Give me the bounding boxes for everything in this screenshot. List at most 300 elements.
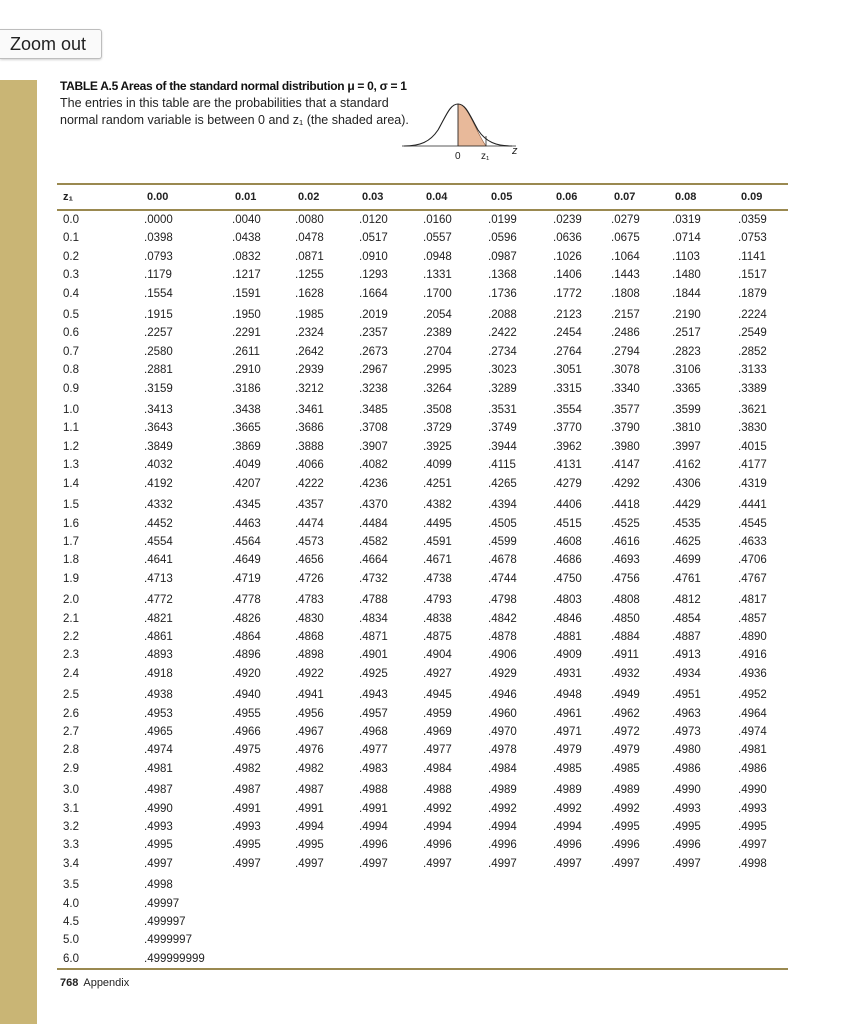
probability-cell: .0753 xyxy=(738,232,767,245)
probability-cell: .4066 xyxy=(295,459,324,472)
probability-cell: .4306 xyxy=(672,477,701,490)
table-row xyxy=(57,303,788,324)
probability-cell: .4927 xyxy=(423,667,452,680)
probability-cell: .4573 xyxy=(295,535,324,548)
probability-cell: .4992 xyxy=(553,802,582,815)
probability-cell: .4265 xyxy=(488,477,517,490)
probability-cell: .3238 xyxy=(359,382,388,395)
probability-cell: .1368 xyxy=(488,269,517,282)
z-value-cell: 2.3 xyxy=(63,649,79,662)
probability-cell: .4997 xyxy=(359,857,388,870)
probability-cell: .4441 xyxy=(738,499,767,512)
probability-cell: .4463 xyxy=(232,517,261,530)
z-value-cell: 2.8 xyxy=(63,744,79,757)
probability-cell: .3665 xyxy=(232,422,261,435)
probability-cell: .4382 xyxy=(423,499,452,512)
probability-cell: .2967 xyxy=(359,364,388,377)
probability-cell: .4994 xyxy=(488,821,517,833)
probability-cell: .499999999 xyxy=(82,950,225,969)
normal-curve-figure xyxy=(400,92,530,164)
table-row xyxy=(57,419,788,437)
probability-cell: .1554 xyxy=(144,287,173,300)
probability-cell: .4871 xyxy=(359,630,388,643)
probability-cell: .4032 xyxy=(144,459,173,472)
probability-cell: .0120 xyxy=(359,214,388,226)
probability-cell: .4706 xyxy=(738,554,767,567)
probability-cell: .2642 xyxy=(295,345,324,358)
probability-cell: .4995 xyxy=(232,839,261,852)
table-title: TABLE A.5 Areas of the standard normal distribution μ = 0, σ = 1 xyxy=(60,79,407,93)
probability-cell: .4968 xyxy=(359,725,388,738)
probability-cell: .4987 xyxy=(232,784,261,797)
z-value-cell: 0.7 xyxy=(63,345,79,358)
probability-cell: .1026 xyxy=(553,250,582,263)
probability-cell: .4998 xyxy=(144,879,173,892)
probability-cell: .4966 xyxy=(232,725,261,738)
probability-cell: .3212 xyxy=(295,382,324,395)
probability-cell: .4995 xyxy=(144,839,173,852)
probability-cell: .0910 xyxy=(359,250,388,263)
probability-cell: .4920 xyxy=(232,667,261,680)
probability-cell: .4896 xyxy=(232,649,261,662)
probability-cell: .4994 xyxy=(553,821,582,833)
probability-cell: .1517 xyxy=(738,269,767,282)
probability-cell: .4988 xyxy=(423,784,452,797)
probability-cell xyxy=(352,931,416,949)
z-value-cell: 1.4 xyxy=(63,477,79,490)
probability-cell: .0832 xyxy=(232,250,261,263)
probability-cell: .4772 xyxy=(144,594,173,607)
table-row xyxy=(57,705,788,723)
probability-cell: .0675 xyxy=(611,232,640,245)
probability-cell: .4756 xyxy=(611,572,640,585)
probability-cell: .49997 xyxy=(144,897,180,910)
table-description: The entries in this table are the probabilities that a standard normal random variable is between 0 and z₁ (the shaded area). xyxy=(60,96,409,127)
probability-cell: .4875 xyxy=(423,630,452,643)
probability-cell: .4525 xyxy=(611,517,640,530)
probability-cell: .3869 xyxy=(232,440,261,453)
probability-cell: .4177 xyxy=(738,459,767,472)
col-header: 0.06 xyxy=(546,184,604,210)
z-value-cell: 6.0 xyxy=(57,950,82,969)
probability-cell: .1915 xyxy=(144,309,173,322)
z-value-cell: 0.1 xyxy=(63,232,79,245)
label-z: z xyxy=(512,145,518,157)
probability-cell: .2324 xyxy=(295,327,324,340)
probability-cell: .4993 xyxy=(232,821,261,833)
probability-cell xyxy=(546,913,604,931)
z-value-cell: 1.9 xyxy=(63,572,79,585)
probability-cell: .4793 xyxy=(423,594,452,607)
probability-cell: .4975 xyxy=(232,744,261,757)
normal-table xyxy=(57,183,788,970)
probability-cell: .4993 xyxy=(672,802,701,815)
probability-cell: .4713 xyxy=(144,572,173,585)
probability-cell: .4911 xyxy=(611,649,639,662)
probability-cell: .4505 xyxy=(488,517,517,530)
table-row xyxy=(57,438,788,456)
table-row xyxy=(57,285,788,303)
probability-cell: .1950 xyxy=(232,309,261,322)
table-row xyxy=(57,610,788,628)
probability-cell: .2389 xyxy=(423,327,452,340)
probability-cell: .4948 xyxy=(553,689,582,702)
probability-cell: .3186 xyxy=(232,382,261,395)
probability-cell: .2088 xyxy=(488,309,517,322)
probability-cell: .4994 xyxy=(295,821,324,833)
probability-cell: .1141 xyxy=(738,250,766,263)
probability-cell: .2794 xyxy=(611,345,640,358)
probability-cell: .2764 xyxy=(553,345,582,358)
probability-cell: .2224 xyxy=(738,309,767,322)
z-value-cell: 2.4 xyxy=(63,667,79,680)
probability-cell: .4929 xyxy=(488,667,517,680)
probability-cell: .3980 xyxy=(611,440,640,453)
probability-cell: .3810 xyxy=(672,422,701,435)
probability-cell: .4931 xyxy=(553,667,582,680)
table-row xyxy=(57,873,788,894)
probability-cell: .1179 xyxy=(144,269,172,282)
probability-cell: .4981 xyxy=(144,762,173,775)
probability-cell: .2422 xyxy=(488,327,517,340)
probability-cell: .2881 xyxy=(144,364,173,377)
probability-cell: .1628 xyxy=(295,287,324,300)
probability-cell: .3925 xyxy=(423,440,452,453)
probability-cell: .4738 xyxy=(423,572,452,585)
probability-cell: .4992 xyxy=(488,802,517,815)
probability-cell: .4971 xyxy=(553,725,582,738)
probability-cell: .3289 xyxy=(488,382,517,395)
probability-cell: .4961 xyxy=(553,707,582,720)
zoom-out-button[interactable]: Zoom out xyxy=(0,29,102,59)
probability-cell: .4995 xyxy=(672,821,701,833)
probability-cell: .4996 xyxy=(359,839,388,852)
probability-cell: .4922 xyxy=(295,667,324,680)
probability-cell: .4997 xyxy=(611,857,640,870)
probability-cell: .4535 xyxy=(672,517,701,530)
probability-cell: .0517 xyxy=(359,232,388,245)
probability-cell: .4906 xyxy=(488,649,517,662)
probability-cell: .3643 xyxy=(144,422,173,435)
page-footer xyxy=(60,977,129,989)
probability-cell: .1808 xyxy=(611,287,640,300)
probability-cell: .4394 xyxy=(488,499,517,512)
probability-cell xyxy=(481,931,546,949)
probability-cell: .4994 xyxy=(359,821,388,833)
table-row xyxy=(57,778,788,799)
probability-cell: .4699 xyxy=(672,554,701,567)
probability-cell: .2995 xyxy=(423,364,452,377)
probability-cell: .4890 xyxy=(738,630,767,643)
table-row xyxy=(57,895,788,913)
probability-cell: .3790 xyxy=(611,422,640,435)
probability-cell xyxy=(481,873,546,894)
probability-cell: .1406 xyxy=(553,269,582,282)
probability-cell: .4830 xyxy=(295,612,324,625)
probability-cell: .4999997 xyxy=(144,934,192,947)
probability-cell: .2019 xyxy=(359,309,388,322)
probability-cell: .4998 xyxy=(738,857,767,870)
probability-cell: .4884 xyxy=(611,630,640,643)
z-value-cell: 0.6 xyxy=(63,327,79,340)
probability-cell: .0636 xyxy=(553,232,582,245)
probability-cell: .4991 xyxy=(295,802,324,815)
probability-cell: .3485 xyxy=(359,404,388,417)
table-row xyxy=(57,456,788,474)
probability-cell: .3577 xyxy=(611,404,640,417)
table-row xyxy=(57,931,788,949)
col-header: 0.00 xyxy=(82,184,225,210)
z-value-cell: 3.3 xyxy=(63,839,79,852)
probability-cell: .4977 xyxy=(359,744,388,757)
probability-cell: .3830 xyxy=(738,422,767,435)
probability-cell: .0478 xyxy=(295,232,324,245)
probability-cell: .3159 xyxy=(144,382,173,395)
probability-cell: .2939 xyxy=(295,364,324,377)
table-row xyxy=(57,475,788,493)
probability-cell xyxy=(665,895,731,913)
probability-cell: .4913 xyxy=(672,649,701,662)
table-row xyxy=(57,248,788,266)
probability-cell xyxy=(288,873,352,894)
probability-cell: .0987 xyxy=(488,250,517,263)
table-row xyxy=(57,266,788,284)
probability-cell: .4608 xyxy=(553,535,582,548)
col-header: 0.05 xyxy=(481,184,546,210)
probability-cell xyxy=(225,950,288,969)
probability-cell: .3621 xyxy=(738,404,767,417)
col-header: 0.04 xyxy=(416,184,481,210)
probability-cell: .4963 xyxy=(672,707,701,720)
probability-cell: .4834 xyxy=(359,612,388,625)
probability-cell: .4798 xyxy=(488,594,517,607)
table-row xyxy=(57,741,788,759)
probability-cell: .3997 xyxy=(672,440,701,453)
probability-cell: .3508 xyxy=(423,404,452,417)
probability-cell: .4474 xyxy=(295,517,324,530)
probability-cell: .1844 xyxy=(672,287,701,300)
probability-cell xyxy=(546,950,604,969)
probability-cell: .4842 xyxy=(488,612,517,625)
probability-cell: .2910 xyxy=(232,364,261,377)
probability-cell xyxy=(288,950,352,969)
probability-cell: .4995 xyxy=(295,839,324,852)
probability-cell: .4996 xyxy=(672,839,701,852)
probability-cell: .3078 xyxy=(611,364,640,377)
probability-cell: .4678 xyxy=(488,554,517,567)
probability-cell: .0040 xyxy=(232,214,261,226)
z-value-cell: 2.0 xyxy=(63,594,79,607)
probability-cell: .4452 xyxy=(144,517,173,530)
probability-cell: .4986 xyxy=(738,762,767,775)
probability-cell: .0279 xyxy=(611,214,640,226)
col-header: 0.02 xyxy=(288,184,352,210)
probability-cell: .499997 xyxy=(144,916,186,929)
probability-cell: .2291 xyxy=(232,327,261,340)
label-zero: 0 xyxy=(455,151,461,162)
probability-cell: .4981 xyxy=(738,744,767,757)
probability-cell: .2611 xyxy=(232,345,260,358)
probability-cell xyxy=(416,873,481,894)
table-row xyxy=(57,398,788,419)
probability-cell xyxy=(288,895,352,913)
probability-cell: .4817 xyxy=(738,594,767,607)
table-row xyxy=(57,570,788,588)
z-value-cell: 3.2 xyxy=(63,821,79,833)
probability-cell: .4997 xyxy=(232,857,261,870)
probability-cell xyxy=(352,950,416,969)
probability-cell: .4956 xyxy=(295,707,324,720)
probability-cell: .4554 xyxy=(144,535,173,548)
table-row xyxy=(57,210,788,229)
probability-cell: .4986 xyxy=(672,762,701,775)
table-row xyxy=(57,380,788,398)
probability-cell: .1879 xyxy=(738,287,767,300)
page-number: 768 xyxy=(60,977,79,989)
probability-cell: .3051 xyxy=(553,364,582,377)
probability-cell: .4993 xyxy=(144,821,173,833)
label-z1: z₁ xyxy=(481,151,490,162)
z-value-cell: 5.0 xyxy=(63,934,79,947)
z-value-cell: 2.9 xyxy=(63,762,79,775)
probability-cell: .4625 xyxy=(672,535,701,548)
probability-cell: .2734 xyxy=(488,345,517,358)
probability-cell: .4131 xyxy=(553,459,582,472)
probability-cell: .4996 xyxy=(488,839,517,852)
probability-cell: .4934 xyxy=(672,667,701,680)
probability-cell xyxy=(288,931,352,949)
probability-cell: .4983 xyxy=(359,762,388,775)
z-value-cell: 0.8 xyxy=(63,364,79,377)
table-row xyxy=(57,800,788,818)
probability-cell xyxy=(604,873,665,894)
z-value-cell: 0.4 xyxy=(63,287,79,300)
probability-cell: .4901 xyxy=(359,649,388,662)
probability-cell: .3106 xyxy=(672,364,701,377)
probability-cell xyxy=(416,895,481,913)
probability-cell: .2257 xyxy=(144,327,173,340)
probability-cell: .3729 xyxy=(423,422,452,435)
probability-cell: .4988 xyxy=(359,784,388,797)
z-value-cell: 3.0 xyxy=(63,784,79,797)
z-value-cell: 2.1 xyxy=(63,612,79,625)
probability-cell: .4990 xyxy=(672,784,701,797)
probability-cell xyxy=(481,913,546,931)
probability-cell: .4846 xyxy=(553,612,582,625)
table-row xyxy=(57,646,788,664)
probability-cell: .4838 xyxy=(423,612,452,625)
probability-cell xyxy=(352,873,416,894)
probability-cell: .4951 xyxy=(672,689,701,702)
probability-cell xyxy=(416,931,481,949)
probability-cell: .4767 xyxy=(738,572,767,585)
probability-cell: .4994 xyxy=(423,821,452,833)
probability-cell: .4904 xyxy=(423,649,452,662)
table-row xyxy=(57,361,788,379)
table-row xyxy=(57,818,788,836)
table-row xyxy=(57,533,788,551)
z-value-cell: 1.6 xyxy=(63,517,79,530)
probability-cell: .4671 xyxy=(423,554,452,567)
probability-cell: .4881 xyxy=(553,630,582,643)
probability-cell xyxy=(665,931,731,949)
probability-cell: .0080 xyxy=(295,214,324,226)
probability-cell: .3023 xyxy=(488,364,517,377)
probability-cell: .4993 xyxy=(738,802,767,815)
probability-cell: .4936 xyxy=(738,667,767,680)
z-value-cell: 1.2 xyxy=(63,440,79,453)
probability-cell: .4973 xyxy=(672,725,701,738)
z-value-cell: 3.1 xyxy=(63,802,79,815)
probability-cell xyxy=(604,895,665,913)
probability-cell: .4812 xyxy=(672,594,701,607)
probability-cell: .4965 xyxy=(144,725,173,738)
probability-cell: .4985 xyxy=(611,762,640,775)
table-row xyxy=(57,723,788,741)
probability-cell: .1700 xyxy=(423,287,452,300)
probability-cell: .2673 xyxy=(359,345,388,358)
z-value-cell: 1.0 xyxy=(63,404,79,417)
probability-cell: .4960 xyxy=(488,707,517,720)
probability-cell: .0438 xyxy=(232,232,261,245)
probability-cell: .4564 xyxy=(232,535,261,548)
probability-cell: .4406 xyxy=(553,499,582,512)
probability-cell: .4850 xyxy=(611,612,640,625)
probability-cell: .4925 xyxy=(359,667,388,680)
probability-cell: .4686 xyxy=(553,554,582,567)
probability-cell: .4783 xyxy=(295,594,324,607)
probability-cell: .4980 xyxy=(672,744,701,757)
probability-cell xyxy=(225,895,288,913)
probability-cell: .4207 xyxy=(232,477,261,490)
probability-cell xyxy=(481,895,546,913)
table-row xyxy=(57,855,788,873)
probability-cell: .4582 xyxy=(359,535,388,548)
z-value-cell: 0.3 xyxy=(63,269,79,282)
probability-cell: .4162 xyxy=(672,459,701,472)
probability-cell: .1103 xyxy=(672,250,700,263)
probability-cell: .3438 xyxy=(232,404,261,417)
probability-cell: .4969 xyxy=(423,725,452,738)
probability-cell: .4591 xyxy=(423,535,452,548)
z-value-cell: 1.7 xyxy=(63,535,79,548)
probability-cell xyxy=(731,873,788,894)
probability-cell: .4495 xyxy=(423,517,452,530)
probability-cell xyxy=(546,931,604,949)
probability-cell xyxy=(416,950,481,969)
probability-cell: .4987 xyxy=(144,784,173,797)
probability-cell: .3340 xyxy=(611,382,640,395)
probability-cell: .0319 xyxy=(672,214,701,226)
probability-cell: .4898 xyxy=(295,649,324,662)
probability-cell: .2852 xyxy=(738,345,767,358)
probability-cell: .2704 xyxy=(423,345,452,358)
probability-cell: .4192 xyxy=(144,477,173,490)
probability-cell: .4826 xyxy=(232,612,261,625)
col-header: 0.03 xyxy=(352,184,416,210)
probability-cell: .4633 xyxy=(738,535,767,548)
probability-cell: .3461 xyxy=(295,404,324,417)
probability-cell: .4976 xyxy=(295,744,324,757)
probability-cell: .4938 xyxy=(144,689,173,702)
probability-cell: .4964 xyxy=(738,707,767,720)
probability-cell xyxy=(416,913,481,931)
table-row xyxy=(57,950,788,969)
probability-cell: .4967 xyxy=(295,725,324,738)
probability-cell: .4977 xyxy=(423,744,452,757)
probability-cell: .4984 xyxy=(488,762,517,775)
probability-cell: .4641 xyxy=(144,554,173,567)
